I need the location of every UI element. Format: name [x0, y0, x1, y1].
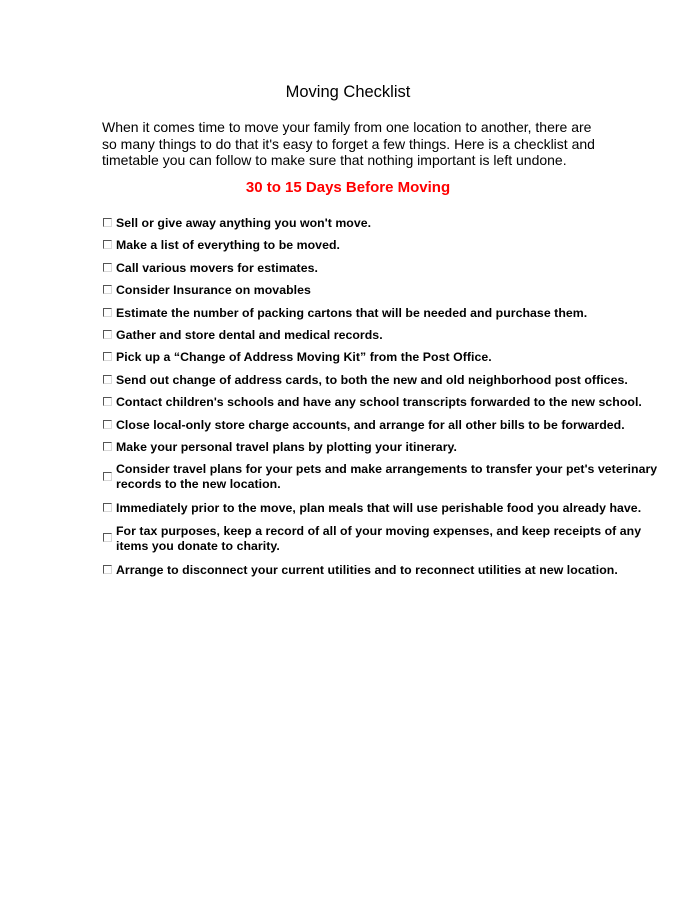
checklist-item	[103, 501, 663, 516]
checklist-item	[103, 350, 663, 365]
checklist-item-label: Sell or give away anything you won't move.	[116, 216, 372, 230]
checklist-item	[103, 216, 663, 231]
checklist-item	[103, 462, 663, 492]
checklist-item-label: Arrange to disconnect your current utilities and to reconnect utilities at new location.	[116, 562, 618, 577]
checklist-item	[103, 563, 663, 578]
checklist-item-label: Immediately prior to the move, plan meals that will use perishable food you already have.	[116, 501, 642, 516]
checkbox[interactable]	[103, 218, 112, 227]
checklist-item-label: Make your personal travel plans by plotting your itinerary.	[116, 439, 457, 454]
checklist-item	[103, 283, 663, 298]
checklist-item	[103, 395, 663, 410]
intro-paragraph: When it comes time to move your family from one location to another, there are so many things to do that it's easy to forget a few things. Here is a checklist and timetable you can follow to make sure that nothing important is left undone.	[102, 119, 595, 168]
checklist-item-label: For tax purposes, keep a record of all of your moving expenses, and keep receipts of any items you donate to charity.	[116, 523, 642, 553]
checkbox[interactable]	[103, 352, 112, 361]
checklist-item-label: Gather and store dental and medical records.	[116, 327, 383, 342]
checklist-item	[103, 306, 663, 321]
checklist-item	[103, 418, 663, 433]
checkbox[interactable]	[103, 308, 112, 317]
checklist	[103, 216, 663, 585]
checklist-item	[103, 238, 663, 253]
checkbox[interactable]	[103, 263, 112, 272]
checklist-item-label: Make a list of everything to be moved.	[116, 238, 340, 253]
checklist-item-label: Consider Insurance on movables	[116, 283, 311, 298]
checkbox[interactable]	[103, 565, 112, 574]
checkbox[interactable]	[103, 503, 112, 512]
section-heading: 30 to 15 Days Before Moving	[245, 179, 451, 196]
checklist-item-label: Close local-only store charge accounts, and arrange for all other bills to be forwarded.	[116, 417, 625, 432]
checkbox[interactable]	[103, 375, 112, 384]
checkbox[interactable]	[103, 420, 112, 429]
checklist-item	[103, 328, 663, 343]
checkbox[interactable]	[103, 533, 112, 542]
checkbox[interactable]	[103, 285, 112, 294]
checklist-item-label: Send out change of address cards, to both the new and old neighborhood post offices.	[116, 372, 628, 387]
checklist-item-label: Consider travel plans for your pets and make arrangements to transfer your pet's veterinary records to the new location.	[116, 462, 658, 492]
checklist-item-label: Pick up a “Change of Address Moving Kit” from the Post Office.	[116, 350, 492, 365]
checkbox[interactable]	[103, 240, 112, 249]
checkbox[interactable]	[103, 397, 112, 406]
checklist-item-label: Contact children's schools and have any school transcripts forwarded to the new school.	[116, 395, 642, 410]
checklist-item	[103, 524, 663, 554]
page-title: Moving Checklist	[285, 83, 411, 101]
checklist-item-label: Estimate the number of packing cartons that will be needed and purchase them.	[116, 305, 588, 320]
checkbox[interactable]	[103, 330, 112, 339]
checklist-item-label: Call various movers for estimates.	[116, 260, 318, 275]
checklist-item	[103, 440, 663, 455]
checkbox[interactable]	[103, 442, 112, 451]
checklist-item	[103, 261, 663, 276]
checkbox[interactable]	[103, 472, 112, 481]
checklist-item	[103, 373, 663, 388]
